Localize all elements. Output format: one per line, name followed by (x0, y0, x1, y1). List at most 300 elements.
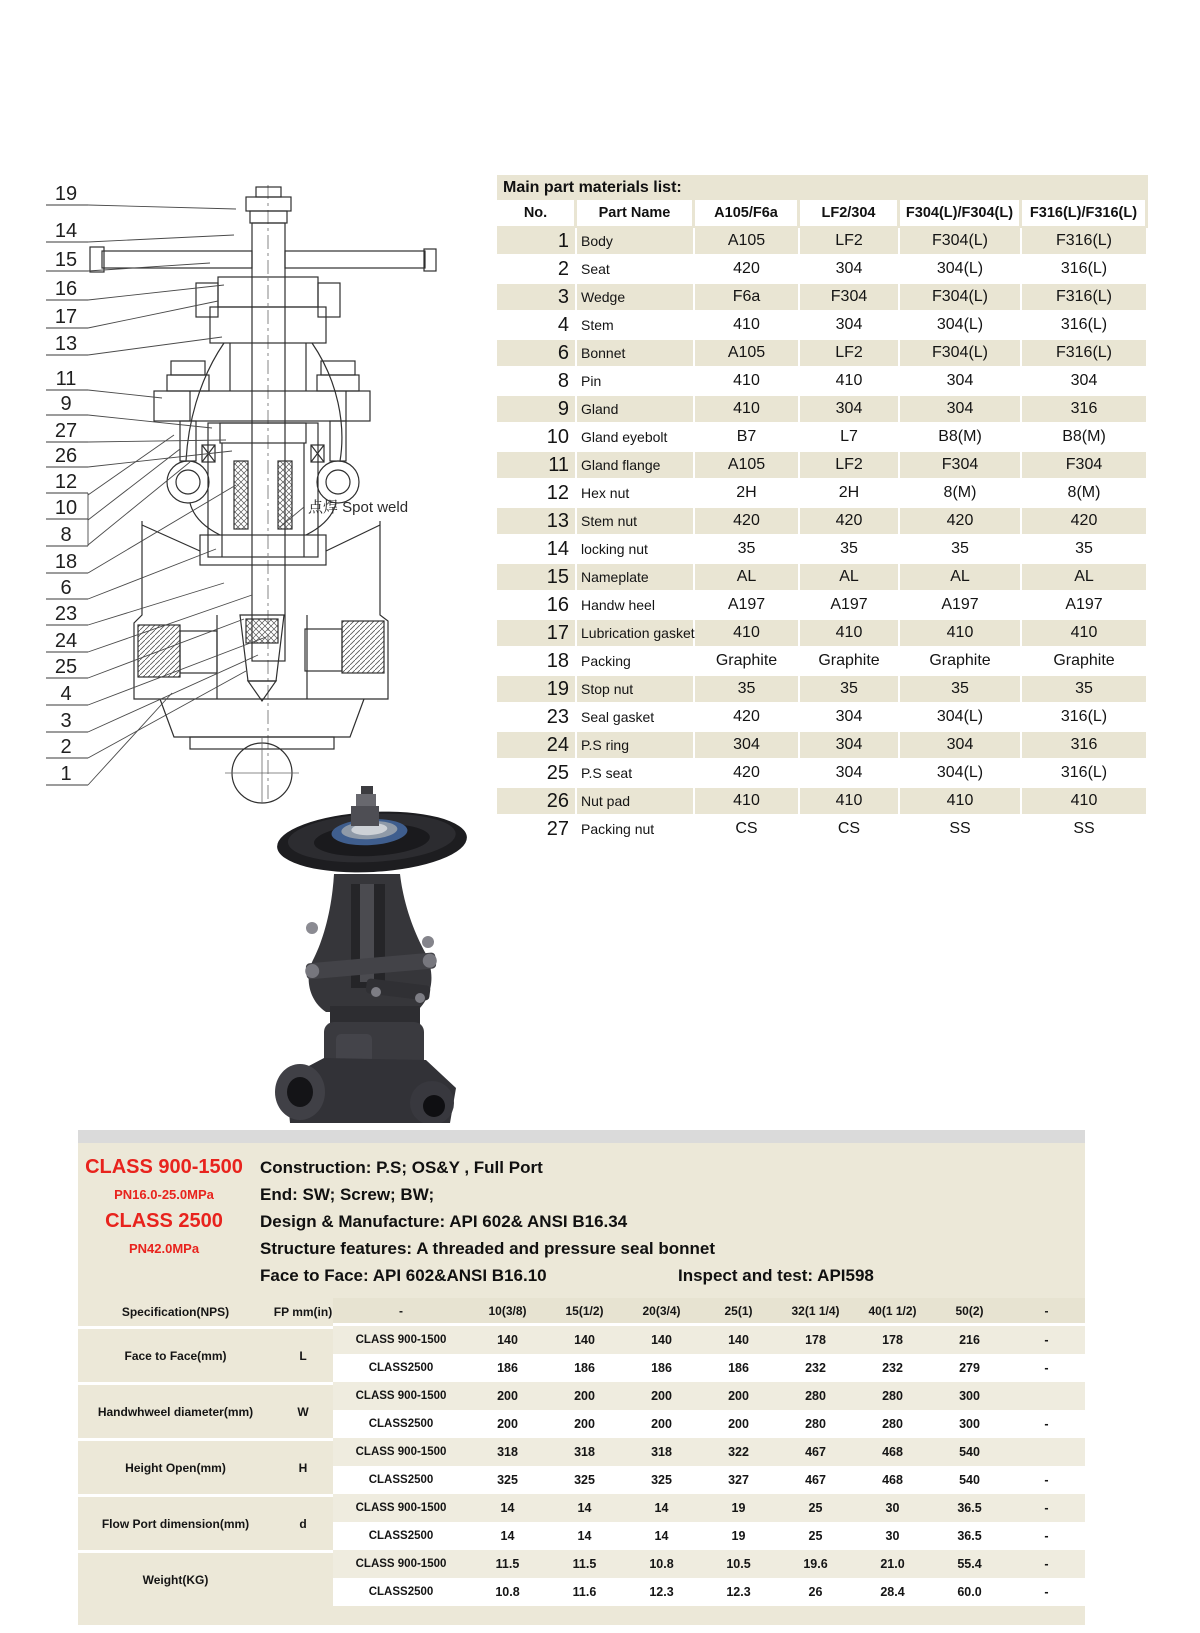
material-value: 420 (800, 508, 900, 536)
dimension-value: 318 (469, 1438, 546, 1466)
dimension-value: 186 (700, 1354, 777, 1382)
dimension-value: 12.3 (700, 1578, 777, 1606)
label-leader (88, 671, 246, 758)
material-value: 420 (1022, 508, 1148, 536)
diagram-label: 18 (54, 551, 78, 573)
material-value: F304(L) (900, 340, 1022, 368)
materials-row (497, 340, 1148, 368)
dimension-value: 36.5 (931, 1494, 1008, 1522)
label-leader (88, 263, 210, 271)
dimension-value: 300 (931, 1410, 1008, 1438)
dimension-value: 140 (623, 1326, 700, 1354)
dimension-group-label: Height Open(mm) (78, 1438, 273, 1494)
dimension-value: 467 (777, 1466, 854, 1494)
part-no: 4 (497, 312, 577, 340)
material-value: AL (1022, 564, 1148, 592)
section-divider (78, 1130, 1085, 1143)
material-value: 35 (800, 676, 900, 704)
material-value: 420 (695, 704, 800, 732)
dimension-value: 232 (854, 1354, 931, 1382)
dimension-value: 25 (777, 1494, 854, 1522)
material-value: Graphite (695, 648, 800, 676)
material-value: 2H (800, 480, 900, 508)
material-value: 304 (900, 396, 1022, 424)
part-name: Stop nut (577, 676, 695, 704)
dimension-group-label: Handwhweel diameter(mm) (78, 1382, 273, 1438)
part-name: Gland (577, 396, 695, 424)
diagram-label: 1 (60, 763, 72, 785)
part-no: 3 (497, 284, 577, 312)
dimensions-table (78, 1298, 1085, 1606)
stem-nut (351, 806, 379, 826)
material-value: LF2 (800, 452, 900, 480)
dimension-value: 28.4 (854, 1578, 931, 1606)
part-name: P.S seat (577, 760, 695, 788)
label-leader (88, 301, 218, 328)
dimension-value: 14 (469, 1522, 546, 1550)
size-col-header: 50(2) (931, 1298, 1008, 1326)
dimension-value: 540 (931, 1438, 1008, 1466)
part-no: 23 (497, 704, 577, 732)
size-col-header: - (1008, 1298, 1085, 1326)
dimension-value: 318 (623, 1438, 700, 1466)
size-col-header: 10(3/8) (469, 1298, 546, 1326)
material-value: 35 (695, 676, 800, 704)
material-value: A105 (695, 228, 800, 256)
material-value: F6a (695, 284, 800, 312)
material-value: 35 (900, 536, 1022, 564)
class-name: CLASS2500 (333, 1466, 469, 1494)
material-value: A105 (695, 340, 800, 368)
dimension-symbol (273, 1550, 333, 1606)
dimension-value: 186 (469, 1354, 546, 1382)
material-value: Graphite (900, 648, 1022, 676)
label-leader (88, 693, 172, 785)
stem-nut-upper (356, 794, 376, 808)
material-value: 410 (900, 788, 1022, 816)
dimension-value: 11.5 (469, 1550, 546, 1578)
part-name: Seat (577, 256, 695, 284)
material-value: AL (695, 564, 800, 592)
dimension-value: 140 (700, 1326, 777, 1354)
diagram-label: 4 (60, 683, 72, 705)
material-value: 2H (695, 480, 800, 508)
material-value: 304 (695, 732, 800, 760)
yoke (305, 874, 438, 1012)
part-name: locking nut (577, 536, 695, 564)
material-value: 35 (1022, 676, 1148, 704)
material-value: 35 (800, 536, 900, 564)
valve-outline (90, 187, 436, 803)
material-value: 420 (900, 508, 1022, 536)
materials-row (497, 536, 1148, 564)
dimension-value: 14 (546, 1494, 623, 1522)
material-value: F316(L) (1022, 284, 1148, 312)
pn-label: PN16.0-25.0MPa (114, 1187, 214, 1202)
material-value: A197 (900, 592, 1022, 620)
material-value: 8(M) (900, 480, 1022, 508)
materials-row (497, 564, 1148, 592)
class-name: CLASS 900-1500 (333, 1326, 469, 1354)
size-col-header: 15(1/2) (546, 1298, 623, 1326)
dimensions-row (78, 1494, 1085, 1522)
dimension-value: 21.0 (854, 1550, 931, 1578)
size-col-header: 40(1 1/2) (854, 1298, 931, 1326)
materials-row (497, 256, 1148, 284)
material-value: 420 (695, 508, 800, 536)
dimension-value: - (1008, 1550, 1085, 1578)
dimension-value: 14 (546, 1522, 623, 1550)
dimension-value: 178 (854, 1326, 931, 1354)
valve-section-diagram (40, 185, 470, 805)
dimension-value: 300 (931, 1382, 1008, 1410)
material-value: SS (900, 816, 1022, 844)
spec-line (78, 1154, 1085, 1181)
material-value: 304 (800, 760, 900, 788)
spec-text: Face to Face: API 602&ANSI B16.10 (260, 1265, 547, 1285)
materials-row (497, 452, 1148, 480)
class-name: CLASS2500 (333, 1354, 469, 1382)
size-col-header: 25(1) (700, 1298, 777, 1326)
material-value: 316 (1022, 732, 1148, 760)
material-value: 304 (800, 396, 900, 424)
dimension-value: 14 (623, 1522, 700, 1550)
part-no: 19 (497, 676, 577, 704)
material-value: F304(L) (900, 228, 1022, 256)
diagram-label: 10 (54, 497, 78, 519)
diagram-label: 8 (60, 524, 72, 546)
part-name: Pin (577, 368, 695, 396)
material-value: L7 (800, 424, 900, 452)
material-value: 304 (900, 732, 1022, 760)
part-name: Body (577, 228, 695, 256)
dimension-value (1008, 1382, 1085, 1410)
materials-row (497, 760, 1148, 788)
diagram-label: 11 (55, 368, 77, 390)
material-value: 304 (800, 704, 900, 732)
part-no: 13 (497, 508, 577, 536)
dimension-value: 200 (469, 1410, 546, 1438)
dimension-value: 200 (700, 1410, 777, 1438)
dimension-symbol: W (273, 1382, 333, 1438)
materials-row (497, 480, 1148, 508)
dimension-value: 14 (469, 1494, 546, 1522)
part-name: Gland eyebolt (577, 424, 695, 452)
materials-row (497, 704, 1148, 732)
dimension-value: 325 (623, 1466, 700, 1494)
part-no: 17 (497, 620, 577, 648)
materials-header-row (497, 200, 1148, 228)
part-name: Packing (577, 648, 695, 676)
material-value: AL (800, 564, 900, 592)
dimension-value: 200 (623, 1382, 700, 1410)
diagram-label: 16 (54, 278, 78, 300)
spec-text: Construction: P.S; OS&Y , Full Port (260, 1157, 543, 1177)
materials-col-header: LF2/304 (800, 200, 900, 228)
part-no: 11 (497, 452, 577, 480)
class-name: CLASS 900-1500 (333, 1494, 469, 1522)
diagram-label: 3 (60, 710, 72, 732)
material-value: B7 (695, 424, 800, 452)
materials-table (497, 200, 1148, 844)
dimension-value: 19.6 (777, 1550, 854, 1578)
material-value: F304(L) (900, 284, 1022, 312)
part-no: 6 (497, 340, 577, 368)
material-value: F304 (900, 452, 1022, 480)
label-leader (88, 390, 162, 398)
material-value: F316(L) (1022, 228, 1148, 256)
spec-line (78, 1235, 1085, 1262)
class-name: CLASS 900-1500 (333, 1550, 469, 1578)
size-col-header: 32(1 1/4) (777, 1298, 854, 1326)
diagram-label: 15 (54, 249, 78, 271)
materials-row (497, 648, 1148, 676)
part-name: Wedge (577, 284, 695, 312)
dimension-value: 26 (777, 1578, 854, 1606)
diagram-label: 2 (60, 736, 72, 758)
part-name: P.S ring (577, 732, 695, 760)
fp-col-header: FP mm(in) (273, 1298, 333, 1326)
materials-row (497, 620, 1148, 648)
dimension-value: 19 (700, 1522, 777, 1550)
material-value: 35 (695, 536, 800, 564)
dimension-value: 280 (777, 1410, 854, 1438)
diagram-label: 19 (54, 185, 78, 205)
material-value: 316(L) (1022, 760, 1148, 788)
dimension-value: - (1008, 1522, 1085, 1550)
part-name: Nameplate (577, 564, 695, 592)
material-value: CS (800, 816, 900, 844)
material-value: LF2 (800, 340, 900, 368)
materials-row (497, 312, 1148, 340)
dimension-value: 200 (623, 1410, 700, 1438)
part-no: 8 (497, 368, 577, 396)
part-name: Stem nut (577, 508, 695, 536)
diagram-label: 17 (54, 306, 78, 328)
dimensions-row (78, 1550, 1085, 1578)
part-no: 12 (497, 480, 577, 508)
diagram-label: 6 (60, 577, 72, 599)
material-value: 304 (800, 732, 900, 760)
material-value: 304 (800, 256, 900, 284)
part-no: 10 (497, 424, 577, 452)
spec-col-header: Specification(NPS) (78, 1298, 273, 1326)
material-value: 410 (695, 396, 800, 424)
dimension-value: 25 (777, 1522, 854, 1550)
part-name: Lubrication gasket (577, 620, 695, 648)
dimension-value: 55.4 (931, 1550, 1008, 1578)
material-value: 410 (1022, 788, 1148, 816)
diagram-label: 12 (54, 471, 78, 493)
class-name: CLASS 900-1500 (333, 1382, 469, 1410)
part-no: 14 (497, 536, 577, 564)
dimension-value: 200 (546, 1382, 623, 1410)
part-no: 1 (497, 228, 577, 256)
dimension-value: 140 (469, 1326, 546, 1354)
dimension-symbol: d (273, 1494, 333, 1550)
diagram-label: 23 (54, 603, 78, 625)
dimension-value: 279 (931, 1354, 1008, 1382)
materials-row (497, 424, 1148, 452)
spec-section (78, 1143, 1085, 1625)
part-no: 9 (497, 396, 577, 424)
part-no: 25 (497, 760, 577, 788)
material-value: A197 (695, 592, 800, 620)
spec-line (78, 1208, 1085, 1235)
material-value: LF2 (800, 228, 900, 256)
material-value: 410 (800, 620, 900, 648)
material-value: 35 (1022, 536, 1148, 564)
material-value: Graphite (800, 648, 900, 676)
dimension-value: 200 (546, 1410, 623, 1438)
spec-line (78, 1181, 1085, 1208)
label-leader (88, 205, 236, 209)
material-value: 410 (695, 312, 800, 340)
dimension-value: 140 (546, 1326, 623, 1354)
part-name: Handw heel (577, 592, 695, 620)
dimensions-header-row (78, 1298, 1085, 1326)
materials-row (497, 228, 1148, 256)
material-value: 410 (695, 368, 800, 396)
material-value: F304 (800, 284, 900, 312)
materials-row (497, 368, 1148, 396)
material-value: 410 (1022, 620, 1148, 648)
materials-table-section (497, 175, 1148, 844)
diagram-label: 13 (54, 333, 78, 355)
class-label: CLASS 2500 (105, 1210, 223, 1232)
material-value: 304(L) (900, 312, 1022, 340)
dimension-value (1008, 1438, 1085, 1466)
diagram-label: 27 (54, 420, 78, 442)
part-no: 27 (497, 816, 577, 844)
dimension-value: 280 (777, 1382, 854, 1410)
dimensions-row (78, 1382, 1085, 1410)
materials-row (497, 732, 1148, 760)
dimension-value: 200 (469, 1382, 546, 1410)
dimension-value: 325 (469, 1466, 546, 1494)
part-no: 26 (497, 788, 577, 816)
dimension-value: 318 (546, 1438, 623, 1466)
dimension-value: 540 (931, 1466, 1008, 1494)
spec-text: Structure features: A threaded and pressure seal bonnet (260, 1238, 716, 1258)
dimension-value: 11.5 (546, 1550, 623, 1578)
part-no: 18 (497, 648, 577, 676)
spec-text: Design & Manufacture: API 602& ANSI B16.34 (260, 1211, 628, 1231)
spot-weld-note: 点焊 Spot weld (308, 499, 409, 516)
dimension-value: 178 (777, 1326, 854, 1354)
material-value: B8(M) (1022, 424, 1148, 452)
diagram-labels (46, 185, 266, 785)
inspect-test-text: Inspect and test: API598 (678, 1265, 874, 1285)
material-value: Graphite (1022, 648, 1148, 676)
dimension-value: 30 (854, 1494, 931, 1522)
dimension-value: 10.5 (700, 1550, 777, 1578)
materials-row (497, 508, 1148, 536)
materials-row (497, 816, 1148, 844)
dimension-symbol: H (273, 1438, 333, 1494)
material-value: AL (900, 564, 1022, 592)
dimension-value: - (1008, 1494, 1085, 1522)
part-name: Seal gasket (577, 704, 695, 732)
dimension-value: 10.8 (469, 1578, 546, 1606)
dimensions-row (78, 1326, 1085, 1354)
materials-col-header: F316(L)/F316(L) (1022, 200, 1148, 228)
material-value: F304 (1022, 452, 1148, 480)
dimension-value: 14 (623, 1494, 700, 1522)
material-value: B8(M) (900, 424, 1022, 452)
label-leader (88, 235, 234, 242)
material-value: 410 (800, 368, 900, 396)
diagram-label: 26 (54, 445, 78, 467)
material-value: A105 (695, 452, 800, 480)
dimension-value: 468 (854, 1438, 931, 1466)
part-name: Stem (577, 312, 695, 340)
material-value: 304(L) (900, 760, 1022, 788)
material-value: 410 (800, 788, 900, 816)
size-col-header: 20(3/4) (623, 1298, 700, 1326)
spec-line (78, 1262, 1085, 1289)
part-name: Gland flange (577, 452, 695, 480)
material-value: 316(L) (1022, 704, 1148, 732)
class-col-header: - (333, 1298, 469, 1326)
materials-col-header: A105/F6a (695, 200, 800, 228)
dimension-value: 186 (546, 1354, 623, 1382)
part-name: Hex nut (577, 480, 695, 508)
label-leader (88, 285, 224, 300)
material-value: 410 (695, 788, 800, 816)
class-label: CLASS 900-1500 (85, 1156, 243, 1178)
materials-table-title: Main part materials list: (497, 175, 1148, 200)
materials-row (497, 788, 1148, 816)
material-value: 420 (695, 256, 800, 284)
material-value: SS (1022, 816, 1148, 844)
label-leader (88, 337, 222, 355)
dimension-value: 60.0 (931, 1578, 1008, 1606)
label-leader (88, 583, 224, 625)
part-no: 16 (497, 592, 577, 620)
class-name: CLASS2500 (333, 1410, 469, 1438)
material-value: 410 (695, 620, 800, 648)
material-value: 420 (695, 760, 800, 788)
materials-row (497, 396, 1148, 424)
material-value: 316(L) (1022, 312, 1148, 340)
pn-label: PN42.0MPa (128, 1241, 200, 1256)
part-name: Packing nut (577, 816, 695, 844)
materials-row (497, 592, 1148, 620)
dimension-value: 12.3 (623, 1578, 700, 1606)
material-value: 304 (800, 312, 900, 340)
material-value: 316(L) (1022, 256, 1148, 284)
material-value: 316 (1022, 396, 1148, 424)
dimension-value: 467 (777, 1438, 854, 1466)
material-value: 304(L) (900, 256, 1022, 284)
dimension-value: 325 (546, 1466, 623, 1494)
dimension-value: - (1008, 1578, 1085, 1606)
diagram-label: 9 (60, 393, 72, 415)
dimension-value: - (1008, 1354, 1085, 1382)
materials-col-header: No. (497, 200, 577, 228)
dimension-value: 186 (623, 1354, 700, 1382)
part-name: Bonnet (577, 340, 695, 368)
materials-row (497, 284, 1148, 312)
dimension-value: 19 (700, 1494, 777, 1522)
dimension-group-label: Flow Port dimension(mm) (78, 1494, 273, 1550)
dimension-value: - (1008, 1410, 1085, 1438)
dimensions-row (78, 1438, 1085, 1466)
materials-col-header: Part Name (577, 200, 695, 228)
label-leader (88, 485, 236, 573)
material-value: F316(L) (1022, 340, 1148, 368)
